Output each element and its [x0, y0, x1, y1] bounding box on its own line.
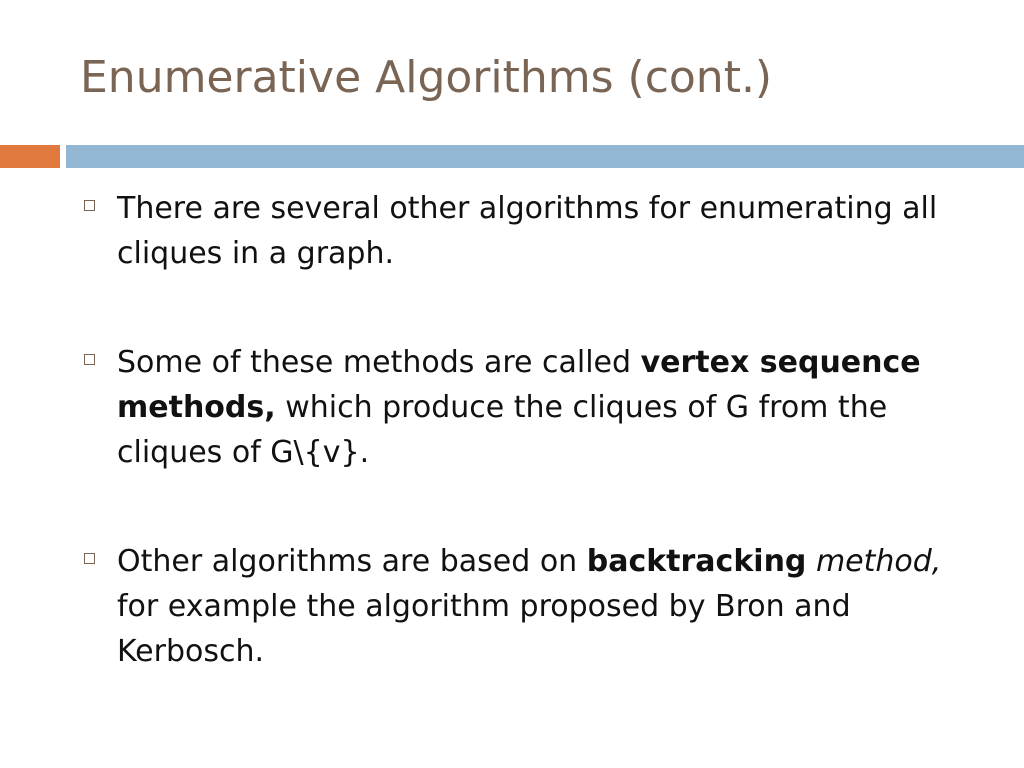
bullet-list	[84, 186, 984, 674]
bullet-text: There are several other algorithms for enumerating all cliques in a graph.	[117, 191, 938, 271]
slide-title: Enumerative Algorithms (cont.)	[80, 52, 773, 103]
square-bullet-icon	[84, 200, 95, 211]
bullet-item	[84, 186, 984, 276]
bullet-text-post: for example the algorithm proposed by Bron and Kerbosch.	[117, 589, 851, 669]
bullet-text-bold: backtracking	[586, 544, 807, 579]
square-bullet-icon	[84, 553, 95, 564]
bullet-text-pre: Other algorithms are based on	[117, 544, 587, 579]
header-divider-bar	[66, 145, 1024, 168]
bullet-item	[84, 539, 984, 674]
bullet-text-bold: vertex sequence methods,	[117, 345, 921, 425]
bullet-text-italic: method,	[815, 544, 942, 579]
bullet-text-pre: Some of these methods are called	[117, 345, 641, 380]
square-bullet-icon	[84, 354, 95, 365]
bullet-text-post: which produce the cliques of G from the cliques of G\{v}.	[117, 390, 888, 470]
accent-bar	[0, 145, 60, 168]
bullet-item	[84, 340, 984, 475]
